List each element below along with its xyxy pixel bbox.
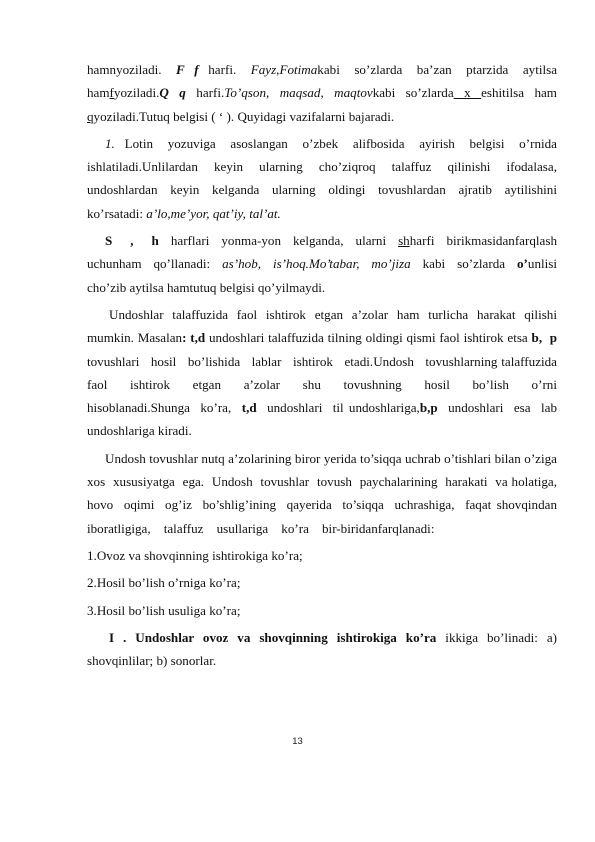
text-run: o’: [517, 256, 528, 272]
paragraph-4: [87, 303, 567, 443]
text-run: To’qson, maqsad, maqtov: [224, 85, 373, 101]
text-run: kabi so’zlarda: [410, 256, 517, 272]
text-run: kabi so’zlarda: [372, 85, 454, 101]
text-run: 3.Hosil bo’lish usuliga ko’ra;: [87, 602, 241, 618]
text-run: as’hob, is’hoq.Mo’tabar, mo’jiza: [222, 256, 411, 272]
text-run: 1.: [105, 135, 115, 151]
text-run: t,d: [241, 400, 257, 416]
text-run: undoshlari esa lab undoshlariga kiradi.: [87, 400, 561, 439]
text-run: a’lo,me’yor, qat’iy, tal’at.: [146, 205, 281, 221]
text-run: : t,d: [182, 330, 206, 346]
text-run: Fayz,Fotima: [250, 62, 318, 77]
text-run: eshitilsa ham: [481, 85, 561, 101]
list-item-1: [87, 544, 557, 567]
paragraph-3: [87, 229, 561, 299]
paragraph-5: [87, 447, 571, 540]
text-run: yoziladi.: [113, 85, 160, 101]
text-run: unlisi cho’zib aytilsa hamtutuq belgisi qo’yilmaydi.: [87, 256, 561, 295]
text-run: q: [87, 108, 94, 124]
text-run: harfi birikmasidanfarqlash uchunham qo’llanadi:: [87, 233, 561, 272]
text-run: tovushlari hosil bo’lishida lablar ishtirok etadi.Undosh tovushlarning talaffuzida faol ishtirok etgan a’zolar shu tovushning hosil bo’lish o’rni hisoblanadi.Shunga ko’ra,: [87, 330, 567, 416]
text-run: yoziladi.Tutuq belgisi ( ‘ ). Quyidagi vazifalarni bajaradi.: [93, 108, 395, 124]
text-run: hamnyoziladi.: [87, 62, 177, 77]
text-run: I . Undoshlar ovoz va shovqinning ishtirokiga ko’ra: [109, 629, 437, 645]
text-run: harflari yonma-yon kelganda, ularni: [158, 233, 399, 249]
page-number: 13: [292, 736, 303, 747]
text-run: Lotin yozuviga asoslangan o’zbek alifbosida ayirish belgisi o’rnida ishlatiladi.Unlilardan keyin ularning cho’ziqroq talaffuz qilinishi ifodalasa, undoshlardan keyin kelganda ularning oldingi tovushlardan ajratib aytilishini ko’rsatadi:: [87, 135, 561, 221]
text-run: sh: [398, 233, 410, 249]
text-run: undoshlari til undoshlariga,: [256, 400, 420, 416]
list-item-2: [87, 571, 557, 594]
paragraph-6: [87, 626, 561, 673]
text-run: Undosh tovushlar nutq a’zolarining biror yerida to’siqqa uchrab o’tishlari bilan o’ziga xos xususiyatga ega. Undosh tovushlar tovush paychalarining harakati va holatiga, hovo oqimi og’iz bo’shlig’ining qayerida to’siqqa uchrashiga, faqat shovqindan iboratligiga, talaffuz usullariga ko’ra bir-biridanfarqlanadi:: [87, 450, 571, 536]
text-run: harfi.: [198, 62, 251, 77]
text-run: 2.Hosil bo’lish o’rniga ko’ra;: [87, 575, 241, 591]
text-run: 1.Ovoz va shovqinning ishtirokiga ko’ra;: [87, 547, 303, 563]
text-run: harfi.: [185, 85, 225, 101]
paragraph-1: [87, 58, 561, 128]
text-run: b,p: [419, 400, 438, 416]
text-run: S , h: [105, 233, 159, 249]
text-run: b, p: [531, 330, 557, 346]
list-item-3: [87, 599, 557, 622]
text-run: F f: [176, 62, 199, 77]
text-run: x: [453, 85, 482, 101]
text-run: Undoshlar talaffuzida faol ishtirok etgan a’zolar ham turlicha harakat qilishi mumkin. Masalan: [87, 306, 561, 346]
text-run: ikkiga bo’linadi: a) shovqinlilar; b) sonorlar.: [87, 629, 561, 669]
text-run: undoshlari talaffuzida tilning oldingi qismi faol ishtirok etsa: [205, 330, 532, 346]
text-run: Q q: [159, 85, 186, 101]
text-run: kabi so’zlarda ba’zan ptarzida aytilsa ham: [87, 62, 561, 101]
paragraph-2: [87, 132, 561, 225]
text-run: f: [109, 85, 114, 101]
document-body: [87, 58, 571, 672]
